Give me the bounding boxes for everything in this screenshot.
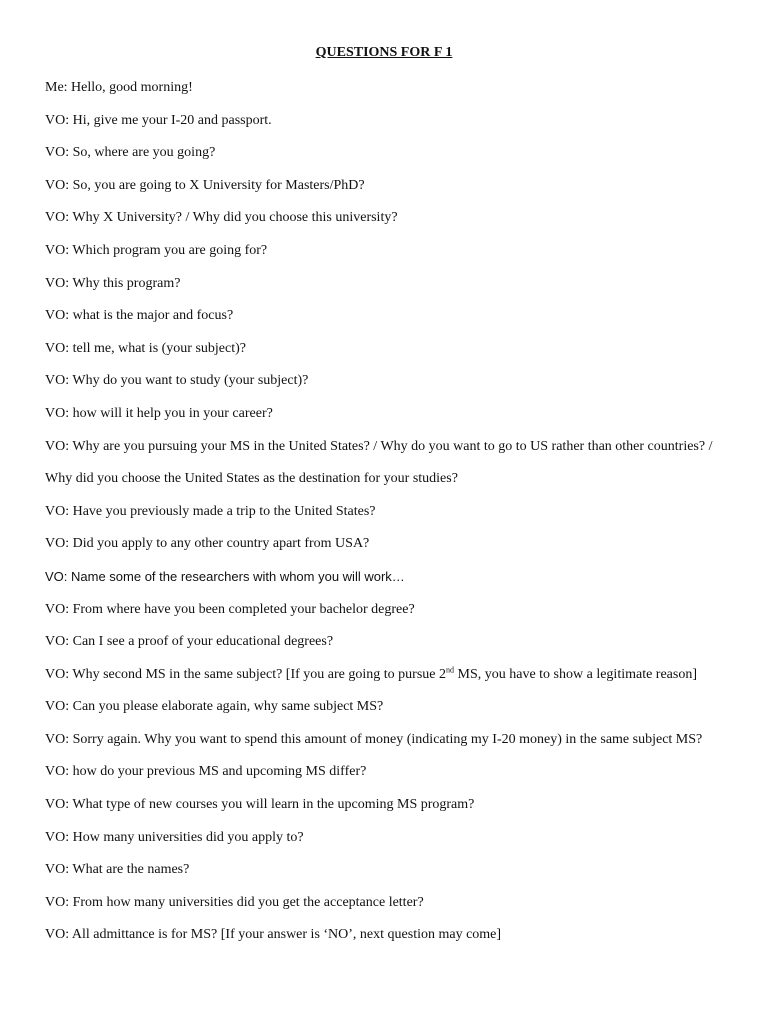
question-line: Why did you choose the United States as the destination for your studies? bbox=[45, 471, 458, 487]
superscript-nd: nd bbox=[446, 665, 454, 675]
question-line: VO: Sorry again. Why you want to spend this amount of money (indicating my I-20 money) in the same subject MS? bbox=[45, 731, 703, 747]
question-line: VO: Hi, give me your I-20 and passport. bbox=[45, 112, 272, 128]
document-title: QUESTIONS FOR F 1 bbox=[315, 45, 453, 60]
question-line-second-ms bbox=[45, 665, 745, 698]
question-line: VO: So, you are going to X University for Masters/PhD? bbox=[45, 177, 365, 193]
question-line: VO: Can I see a proof of your educational degrees? bbox=[45, 634, 334, 650]
question-line: VO: From how many universities did you get the acceptance letter? bbox=[45, 894, 424, 910]
question-line: VO: Which program you are going for? bbox=[45, 242, 268, 258]
question-line: VO: Why X University? / Why did you choose this university? bbox=[45, 210, 398, 226]
question-line: VO: how will it help you in your career? bbox=[45, 405, 273, 421]
question-line: VO: How many universities did you apply to? bbox=[45, 829, 304, 845]
question-list bbox=[45, 78, 745, 958]
second-ms-text-rest: MS, you have to show a legitimate reason] bbox=[454, 666, 698, 682]
question-line: VO: tell me, what is (your subject)? bbox=[45, 340, 247, 356]
question-line: VO: What are the names? bbox=[45, 862, 190, 878]
question-line: VO: All admittance is for MS? [If your answer is ‘NO’, next question may come] bbox=[45, 927, 502, 943]
question-line: VO: Why are you pursuing your MS in the United States? / Why do you want to go to US rather than other countries? / bbox=[45, 438, 713, 454]
question-line: VO: What type of new courses you will learn in the upcoming MS program? bbox=[45, 797, 475, 813]
question-line: VO: Name some of the researchers with whom you will work… bbox=[45, 568, 405, 584]
second-ms-text: VO: Why second MS in the same subject? [If you are going to pursue 2 bbox=[45, 666, 446, 682]
question-line: VO: From where have you been completed your bachelor degree? bbox=[45, 601, 415, 617]
question-line: VO: Why do you want to study (your subject)? bbox=[45, 373, 309, 389]
question-line: VO: Have you previously made a trip to the United States? bbox=[45, 503, 376, 519]
question-line: Me: Hello, good morning! bbox=[45, 80, 193, 95]
question-line: VO: Can you please elaborate again, why same subject MS? bbox=[45, 699, 384, 715]
question-line: VO: So, where are you going? bbox=[45, 145, 216, 161]
question-line: VO: Did you apply to any other country apart from USA? bbox=[45, 536, 370, 552]
question-line: VO: what is the major and focus? bbox=[45, 308, 234, 324]
question-line: VO: Why this program? bbox=[45, 275, 181, 291]
question-line: VO: how do your previous MS and upcoming MS differ? bbox=[45, 764, 367, 780]
